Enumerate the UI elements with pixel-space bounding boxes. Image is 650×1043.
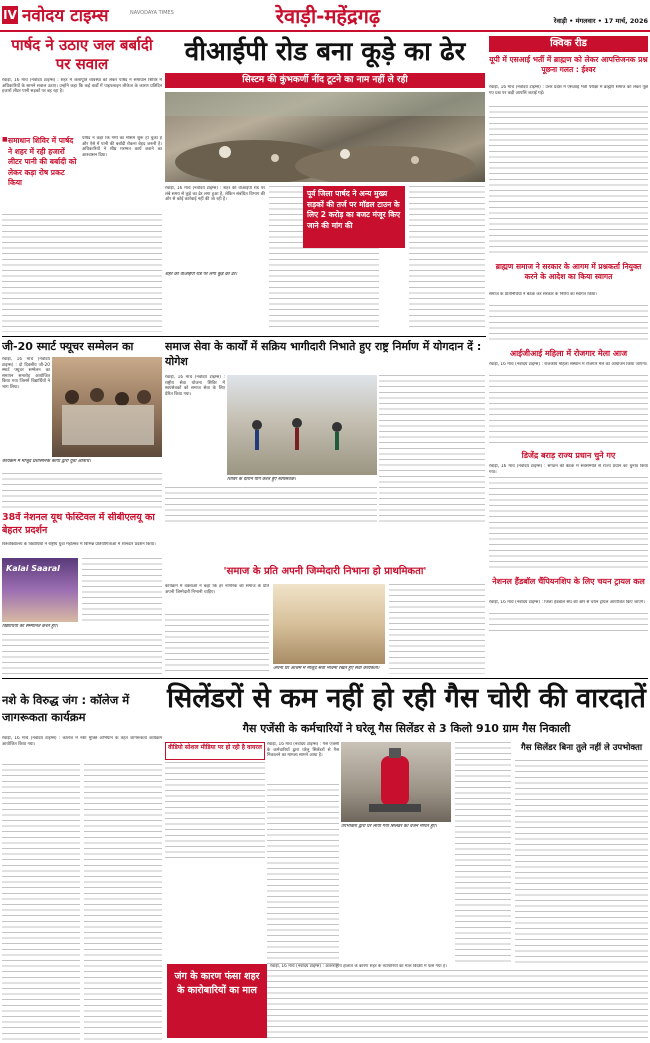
headline: 38वें नेशनल यूथ फेस्टिवल में सीबीएलयू का बेहतर प्रदर्शन — [2, 512, 155, 536]
article-responsibility — [165, 564, 485, 676]
article-water-waste — [2, 36, 162, 333]
body-text-lines — [84, 764, 162, 1040]
quick-read-tag: क्विक रीड — [489, 36, 648, 52]
body-text: रेवाड़ी, 16 मार्च (नवोदय टाइम्स) : दो दिवसीय जी-20 स्मार्ट फ्यूचर सम्मेलन का समापन समारोह आयोजित किया गया जिसमें विद्यार्थियों ने भाग लिया। — [2, 357, 50, 390]
section-name: रेवाड़ी-महेंद्रगढ़ — [275, 4, 381, 28]
body-text-lines — [165, 614, 269, 674]
item-body: रेवाड़ी, 16 मार्च (नवोदय टाइम्स) : जिला हैंडबॉल संघ की ओर से चयन ट्रायल आयोजित किए जाएंगे। — [489, 600, 645, 605]
article-stuck-goods — [167, 964, 267, 1038]
page-number: IV — [3, 8, 17, 22]
headline: नशे के विरुद्ध जंग : कॉलेज में जागरूकता कार्यक्रम — [2, 693, 130, 724]
headline: सिलेंडरों से कम नहीं हो रही गैस चोरी की वारदातें — [167, 683, 646, 714]
photo-caption: शहर की वीआईपी रोड पर लगा कूड़े का ढेर। — [165, 272, 238, 277]
article-volunteers — [165, 339, 485, 561]
body-text-lines — [389, 584, 485, 674]
side-headline: गैस सिलेंडर बिना तुले नहीं ले उपभोक्ता — [520, 743, 643, 753]
body-text: कार्यक्रम में वक्ताओं ने कहा कि हर नागरिक को समाज के प्रति अपनी जिम्मेदारी निभानी चाहिए। — [165, 584, 269, 595]
item-body-lines — [489, 477, 648, 572]
photo-caption: कार्यक्रम में मौजूद प्रशासनिक कार्यों द्वारा युवा अतिथि। — [2, 459, 91, 464]
body-text-lines — [2, 634, 162, 674]
garbage-photo — [165, 92, 485, 182]
headline: समाज सेवा के कार्यों में सक्रिय भागीदारी निभाते हुए राष्ट्र निर्माण में योगदान दें : योगेश — [165, 340, 482, 368]
photo-caption: उपभोक्ता द्वारा घर लाया गया सिलेंडर का वजन मापते हुए। — [341, 824, 437, 829]
yoga-photo — [227, 375, 377, 475]
item-headline: यूपी में एसआई भर्ती में ब्राह्मण को लेकर आपत्तिजनक प्रश्न पूछना गलत : ईश्वर — [489, 55, 648, 74]
item-body-lines — [489, 375, 648, 447]
body-text-lines — [455, 742, 511, 964]
subhead: सिस्टम की कुंभकर्णी नींद टूटने का नाम नहीं ले रही — [165, 73, 485, 88]
body-text: रेवाड़ी, 16 मार्च (नवोदय टाइम्स) : राष्ट्रीय सेवा योजना शिविर में स्वयंसेवकों को समाज सेवा के लिए प्रेरित किया गया। — [165, 375, 225, 397]
body-text-lines — [515, 760, 648, 964]
body-text-lines — [165, 487, 377, 525]
body-text: रेवाड़ी, 16 मार्च (नवोदय टाइम्स) : गैस एजेंसी के कर्मचारियों द्वारा घरेलू सिलेंडरों से गैस निकालने का मामला सामने आया है। — [267, 742, 339, 759]
item-headline: आईजीआई महिला में रोजगार मेला आज — [509, 349, 628, 358]
article-g20 — [2, 339, 162, 509]
item-headline: डिजेंद्र बराड़ राज्य प्रधान चुने गए — [521, 451, 616, 460]
headline: जंग के कारण फंसा शहर के कारोबारियों का माल — [174, 971, 260, 996]
article-youth-festival — [2, 512, 162, 674]
highlight-box: पूर्व जिला पार्षद ने अन्य मुख्य सड़कों की तर्ज पर मॉडल टाउन के लिए 2 करोड़ का बजट मंजूर किए जाने की मांग की — [303, 186, 405, 248]
headline: 'समाज के प्रति अपनी जिम्मेदारी निभाना हो प्राथमिकता' — [223, 566, 427, 577]
photo-caption: शिविर के दौरान योग करते हुए स्वयंसेवक। — [227, 477, 296, 482]
headline: वीआईपी रोड बना कूड़े का ढेर — [184, 37, 466, 67]
article-drug-awareness — [2, 680, 162, 1041]
body-text-lines — [82, 558, 162, 622]
body-text-lines — [379, 375, 485, 525]
quote-text: समाधान शिविर में पार्षद ने शहर में रही हजारों लीटर पानी की बर्बादी को लेकर कड़ा रोष प्रकट किया — [8, 136, 77, 187]
video-tag: वीडियो सोशल मीडिया पर हो रही है वायरल — [165, 742, 265, 760]
body-text-lines — [2, 214, 162, 332]
body-text: पार्षद ने कहा कि गर्मी का मौसम शुरू हो चुका है और ऐसे में पानी की बर्बादी रोकना बेहद जरूरी है। अधिकारियों ने शीघ्र मरम्मत कार्य कराने का आश्वासन दिया। — [82, 136, 162, 158]
quote-box — [2, 136, 78, 206]
masthead — [0, 0, 650, 33]
cylinder-illustration — [341, 742, 451, 822]
item-body-lines — [489, 106, 648, 256]
paper-name: नवोदय टाइम्स — [22, 6, 109, 25]
audience-illustration — [52, 357, 162, 457]
quick-read-sidebar — [489, 36, 648, 631]
item-body-lines — [489, 305, 648, 344]
body-text: विश्वविद्यालय के विद्यार्थियों ने राष्ट्रीय युवा महोत्सव में विभिन्न प्रतियोगिताओं में शानदार प्रदर्शन किया। — [2, 542, 156, 547]
ashram-photo — [273, 584, 385, 664]
headline: पार्षद ने उठाए जल बर्बादी पर सवाल — [11, 36, 153, 73]
paper-name-sub: NAVODAYA TIMES — [130, 10, 174, 16]
body-text-lines — [409, 186, 485, 331]
body-text: रेवाड़ी, 16 मार्च (नवोदय टाइम्स) : अंतरराष्ट्रीय हालात के कारण शहर के व्यापारियों का माल विदेशों में फंस गया है। — [270, 964, 447, 969]
section-divider — [2, 678, 648, 679]
article-vip-road — [165, 36, 485, 333]
quote-mark: ■ — [2, 136, 8, 142]
body-text-lines — [2, 473, 162, 509]
item-body: रेवाड़ी, 16 मार्च (नवोदय टाइम्स) : संगठन की बैठक में सर्वसम्मति से राज्य प्रधान का चुनाव किया गया। — [489, 464, 648, 475]
cylinder-photo — [341, 742, 451, 822]
photo-caption: अपना घर आश्रम में मौजूद सेवा भावना रखते हुए सेवा कार्यकर्ता। — [273, 666, 380, 671]
body-text: रेवाड़ी, 16 मार्च (नवोदय टाइम्स) : शहर में जलापूर्ति व्यवस्था को लेकर पार्षद ने समाधान शिविर में अधिकारियों के सामने सवाल उठाए। उन्होंने कहा कि कई वार्डों में पाइपलाइन लीकेज के कारण प्रतिदिन हजारों लीटर पानी सड़कों पर बह रहा है। — [2, 78, 162, 95]
section-divider — [2, 336, 486, 337]
masthead-rule — [0, 30, 650, 32]
body-text: रेवाड़ी, 16 मार्च (नवोदय टाइम्स) : शहर की वीआईपी रोड पर लंबे समय से कूड़े का ढेर लगा हुआ है, लेकिन संबंधित विभाग की ओर से कोई कार्रवाई नहीं की जा रही है। — [165, 186, 265, 203]
item-headline: नेशनल हैंडबॉल चैंपियनशिप के लिए चयन ट्रायल कल — [492, 577, 645, 586]
photo-caption: विद्यार्थियों को सम्मानित करते हुए। — [2, 624, 58, 629]
item-body: समाज के प्रतिनिधियों ने बैठक कर सरकार के निर्णय का स्वागत किया। — [489, 292, 597, 297]
subhead: गैस एजेंसी के कर्मचारियों ने घरेलू गैस सिलेंडर से 3 किलो 910 ग्राम गैस निकाली — [242, 722, 571, 735]
item-body: रेवाड़ी, 16 मार्च (नवोदय टाइम्स) : राजकीय महिला संस्थान में रोजगार मेले का आयोजन किया जाएगा। — [489, 362, 648, 367]
body-text-lines — [2, 764, 80, 1040]
yoga-illustration — [227, 375, 377, 475]
item-headline: ब्राह्मण समाज ने सरकार के आगम में प्रश्नकर्ता नियुक्त करने के आदेश का किया स्वागत — [495, 262, 642, 281]
photo-banner: Kalai Saaral — [6, 564, 60, 573]
body-text: रेवाड़ी, 16 मार्च (नवोदय टाइम्स) : कॉलेज में नशा मुक्ति अभियान के तहत जागरूकता कार्यक्रम आयोजित किया गया। — [2, 736, 162, 747]
youth-photo — [2, 558, 78, 622]
item-body: रेवाड़ी, 16 मार्च (नवोदय टाइम्स) : उत्तर प्रदेश में एसआई भर्ती परीक्षा में ब्राह्मण समाज को लेकर पूछे गए प्रश्न पर कड़ी आपत्ति जताई गई। — [489, 85, 648, 96]
item-body-lines — [489, 613, 648, 631]
g20-photo — [52, 357, 162, 457]
garbage-heap-illustration — [165, 92, 485, 182]
body-text-lines — [267, 784, 339, 964]
headline: जी-20 स्मार्ट फ्यूचर सम्मेलन का — [2, 340, 134, 353]
date-line: रेवाड़ी • मंगलवार • 17 मार्च, 2026 — [553, 17, 648, 25]
body-text-lines — [165, 762, 265, 862]
